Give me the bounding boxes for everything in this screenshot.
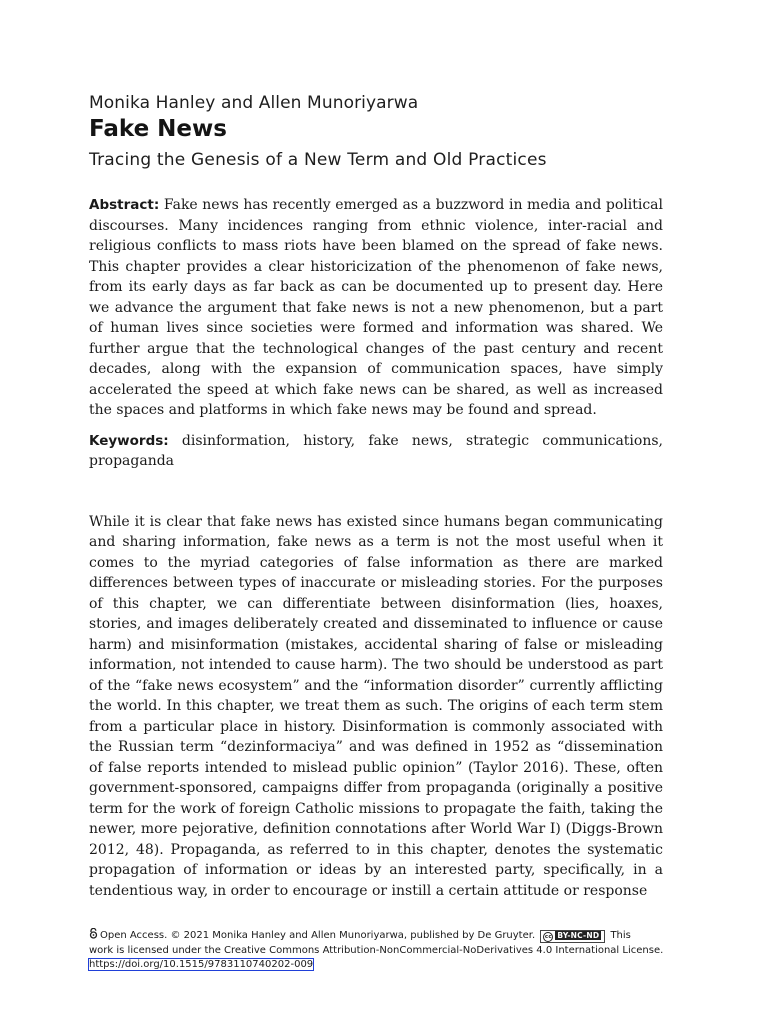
keywords-label: Keywords: xyxy=(89,432,169,449)
abstract-text: Fake news has recently emerged as a buzzword in media and political discourses. Many incidences ranging from ethnic violence, inter-racial and religious conflicts to mass riots have been blamed on the spread of fake news. This chapter provides a clear historicization of the phenomenon of fake news, from its early days as far back as can be documented up to present day. Here we advance the argument that fake news is not a new phenomenon, but a part of human lives since societies were formed and information was shared. We further argue that the technological changes of the past century and recent decades, along with the expansion of communication spaces, have simply accelerated the speed at which fake news can be shared, as well as increased the spaces and platforms in which fake news may be found and spread. xyxy=(89,197,664,418)
cc-license-badge[interactable] xyxy=(540,930,605,943)
license-text-start: This xyxy=(610,930,631,941)
chapter-page xyxy=(89,92,663,901)
keywords-text: disinformation, history, fake news, strategic communications, propaganda xyxy=(89,432,663,469)
cc-icon: cc xyxy=(544,934,552,940)
open-access-lock-icon xyxy=(89,928,98,939)
open-access-notice: Open Access. © 2021 Monika Hanley and Allen Munoriyarwa, published by De Gruyter. xyxy=(100,930,536,941)
abstract-label: Abstract: xyxy=(89,197,160,213)
chapter-title: Fake News xyxy=(89,116,227,142)
chapter-authors: Monika Hanley and Allen Munoriyarwa xyxy=(89,93,419,113)
license-footer xyxy=(89,928,665,973)
keywords xyxy=(89,431,663,472)
doi-link[interactable]: https://doi.org/10.1515/9783110740202-009 xyxy=(89,959,314,970)
abstract xyxy=(89,195,663,421)
body-paragraph: While it is clear that fake news has existed since humans began communicating and sharing information, fake news as a term is not the most useful when it comes to the myriad categories of false information as there are marked differences between types of inaccurate or misleading stories. For the purposes of this chapter, we can differentiate between disinformation (lies, hoaxes, stories, and images deliberately created and disseminated to influence or cause harm) and misinformation (mistakes, accidental sharing of false or misleading information, not intended to cause harm). The two should be understood as part of the “fake news ecosystem” and the “information disorder” currently afflicting the world. In this chapter, we treat them as such. The origins of each term stem from a particular place in history. Disinformation is commonly associated with the Russian term “dezinformaciya” and was defined in 1952 as “dissemination of false reports intended to mislead public opinion” (Taylor 2016). These, often government-sponsored, campaigns differ from propaganda (originally a positive term for the work of foreign Catholic missions to propagate the faith, taking the newer, more pejorative, definition connotations after World War I) (Diggs-Brown 2012, 48). Propaganda, as referred to in this chapter, denotes the systematic propagation of information or ideas by an interested party, specifically, in a tendentious way, in order to encourage or instill a certain attitude or response xyxy=(89,513,663,899)
license-text: work is licensed under the Creative Commons Attribution-NonCommercial-NoDerivatives 4.0 International License. xyxy=(89,944,664,956)
chapter-subtitle: Tracing the Genesis of a New Term and Old Practices xyxy=(89,150,547,170)
cc-badge-label: BY-NC-ND xyxy=(557,931,600,940)
